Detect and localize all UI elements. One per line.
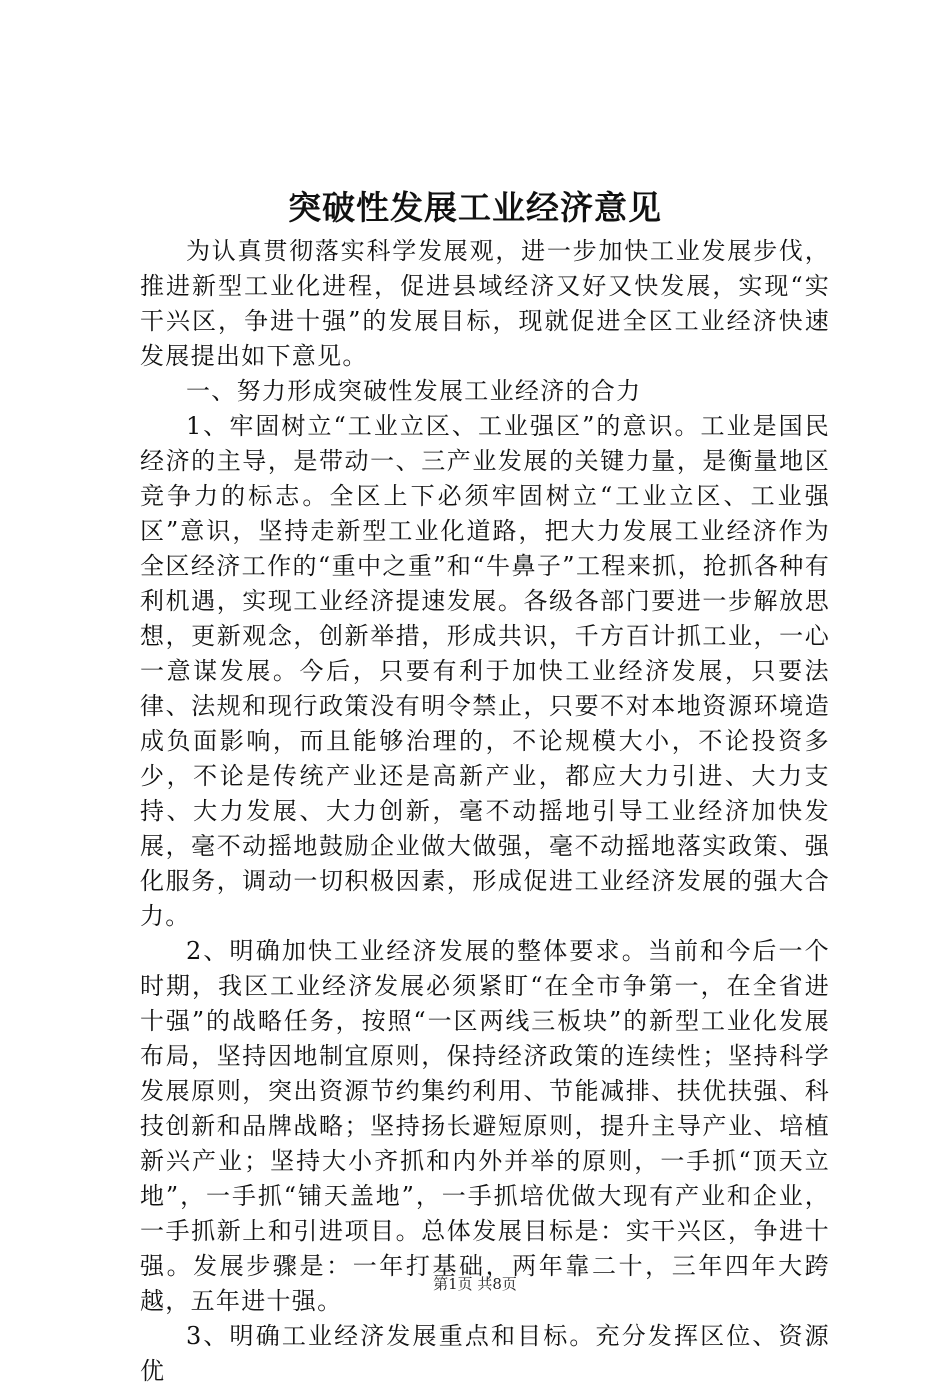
section-heading-1: 一、努力形成突破性发展工业经济的合力 (186, 377, 642, 405)
paragraph-item-2: 2、明确加快工业经济发展的整体要求。当前和今后一个时期，我区工业经济发展必须紧盯“在全市争第一，在全省进十强”的战略任务，按照“一区两线三板块”的新型工业化发展布局，坚持因地制宜原则，保持经济政策的连续性；坚持科学发展原则，突出资源节约集约利用、节能减排、扶优扶强、科技创新和品牌战略；坚持扬长避短原则，提升主导产业、培植新兴产业；坚持大小齐抓和内外并举的原则，一手抓“顶天立地”，一手抓“铺天盖地”，一手抓培优做大现有产业和企业，一手抓新上和引进项目。总体发展目标是：实干兴区，争进十强。发展步骤是：一年打基础，两年靠二十，三年四年大跨越，五年进十强。 (140, 937, 830, 1315)
document-title: 突破性发展工业经济意见 (288, 188, 662, 227)
paragraph-item-1: 1、牢固树立“工业立区、工业强区”的意识。工业是国民经济的主导，是带动一、三产业发展的关键力量，是衡量地区竞争力的标志。全区上下必须牢固树立“工业立区、工业强区”意识，坚持走新型工业化道路，把大力发展工业经济作为全区经济工作的“重中之重”和“牛鼻子”工程来抓，抢抓各种有利机遇，实现工业经济提速发展。各级各部门要进一步解放思想，更新观念，创新举措，形成共识，千方百计抓工业，一心一意谋发展。今后，只要有利于加快工业经济发展，只要法律、法规和现行政策没有明令禁止，只要不对本地资源环境造成负面影响，而且能够治理的，不论规模大小，不论投资多少，不论是传统产业还是高新产业，都应大力引进、大力支持、大力发展、大力创新，毫不动摇地引导工业经济加快发展，毫不动摇地鼓励企业做大做强，毫不动摇地落实政策、强化服务，调动一切积极因素，形成促进工业经济发展的强大合力。 (140, 412, 830, 930)
page-number-footer: 第1页 共8页 (433, 1275, 517, 1293)
paragraph-item-3: 3、明确工业经济发展重点和目标。充分发挥区位、资源优 (140, 1322, 830, 1385)
paragraph-intro: 为认真贯彻落实科学发展观，进一步加快工业发展步伐，推进新型工业化进程，促进县域经济又好又快发展，实现“实干兴区，争进十强”的发展目标，现就促进全区工业经济快速发展提出如下意见。 (140, 237, 830, 370)
document-body (140, 234, 830, 1389)
